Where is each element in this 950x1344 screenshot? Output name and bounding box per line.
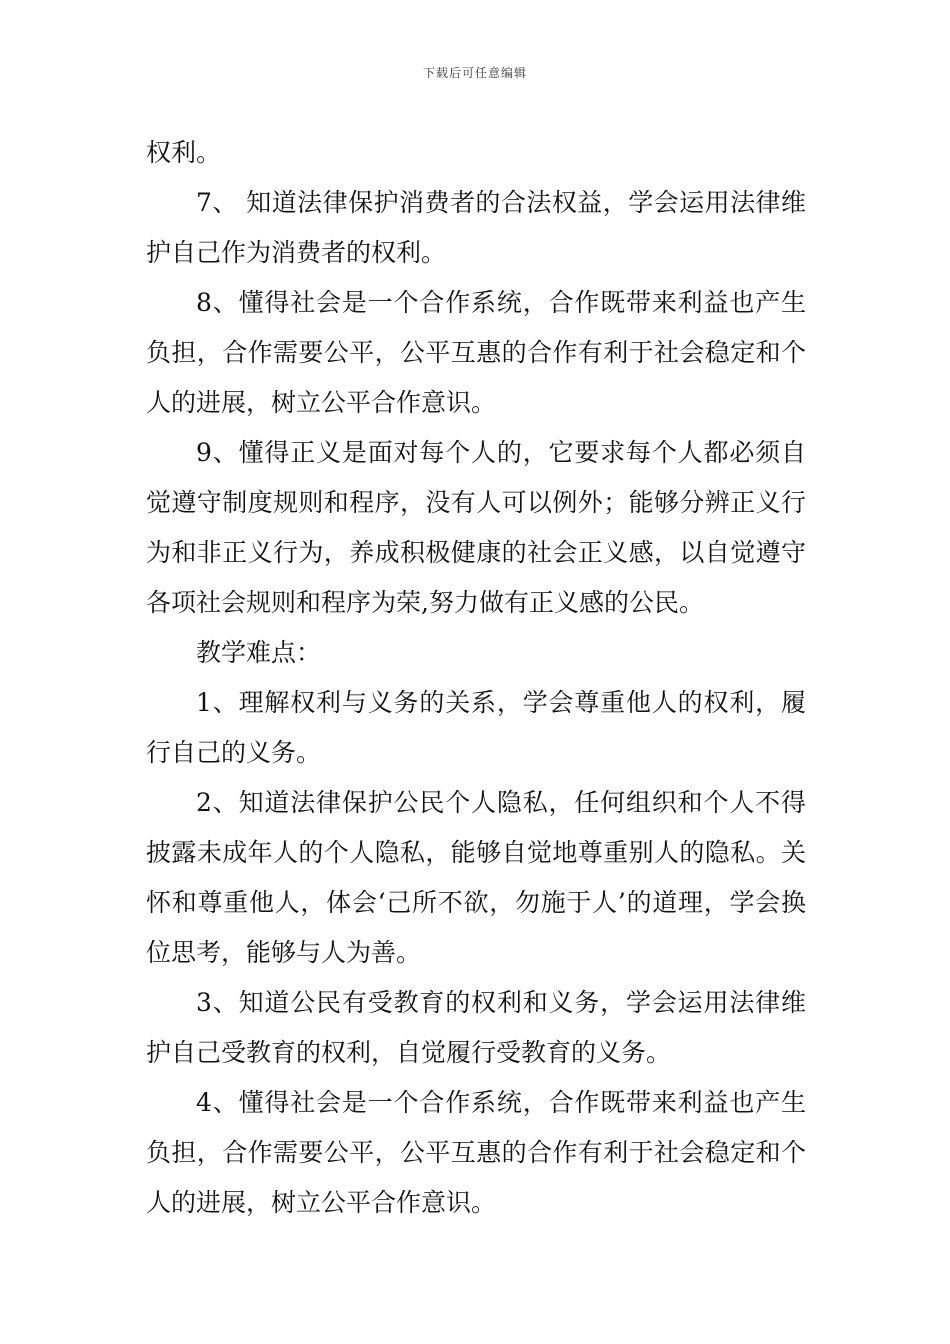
paragraph-item-8: 8、懂得社会是一个合作系统，合作既带来利益也产生负担，合作需要公平，公平互惠的合作有利于社会稳定和个人的进展，树立公平合作意识。 (146, 288, 806, 417)
paragraph-item-7: 7、 知道法律保护消费者的合法权益，学会运用法律维护自己作为消费者的权利。 (146, 188, 806, 267)
document-body (146, 128, 806, 1228)
paragraph-difficulty-1: 1、理解权利与义务的关系，学会尊重他人的权利，履行自己的义务。 (146, 688, 806, 767)
section-heading-difficulties: 教学难点： (196, 638, 322, 667)
page-header: 下载后可任意编辑 (422, 66, 527, 80)
paragraph-difficulty-2: 2、知道法律保护公民个人隐私，任何组织和个人不得披露未成年人的个人隐私，能够自觉地尊重别人的隐私。关怀和尊重他人，体会‘己所不欲，勿施于人’的道理，学会换位思考，能够与人为善。 (146, 788, 806, 967)
paragraph-difficulty-4: 4、懂得社会是一个合作系统，合作既带来利益也产生负担，合作需要公平，公平互惠的合作有利于社会稳定和个人的进展，树立公平合作意识。 (146, 1088, 806, 1217)
paragraph-difficulty-3: 3、知道公民有受教育的权利和义务，学会运用法律维护自己受教育的权利，自觉履行受教育的义务。 (146, 988, 806, 1067)
paragraph-item-9: 9、懂得正义是面对每个人的，它要求每个人都必须自觉遵守制度规则和程序，没有人可以例外；能够分辨正义行为和非正义行为，养成积极健康的社会正义感，以自觉遵守各项社会规则和程序为荣,努力做有正义感的公民。 (146, 438, 806, 617)
paragraph-continuation: 权利。 (146, 138, 222, 167)
